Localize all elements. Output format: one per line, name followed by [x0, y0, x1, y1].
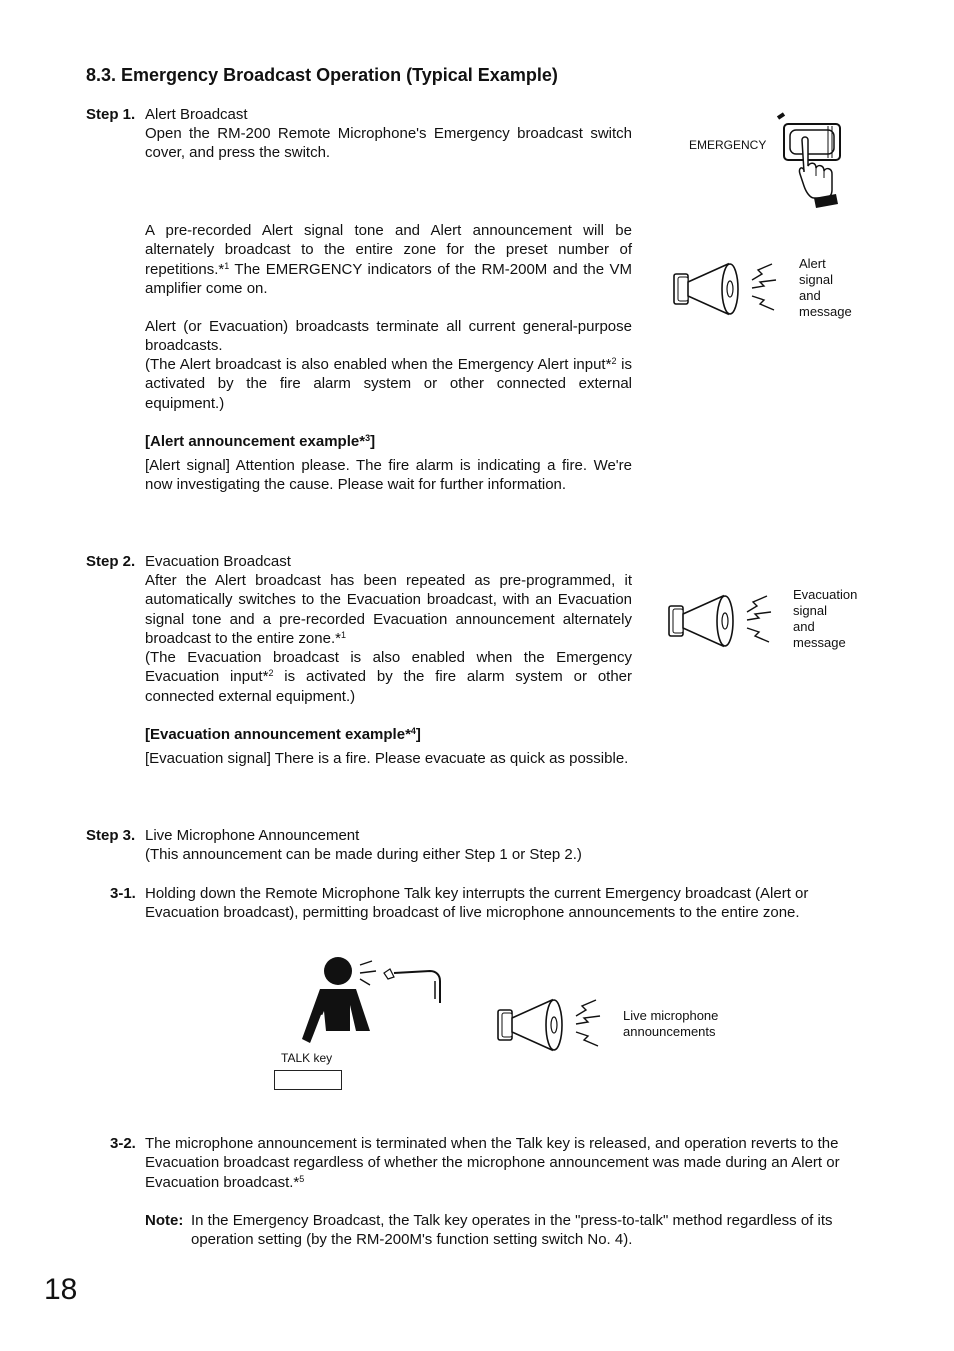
alert-speaker-icon	[672, 258, 792, 322]
step1-paragraph-1: Open the RM-200 Remote Microphone's Emergency broadcast switch cover, and press the switch.	[145, 125, 632, 162]
alert-example-heading: [Alert announcement example*$^3$]	[145, 433, 376, 450]
section-heading: 8.3. Emergency Broadcast Operation (Typical Example)	[86, 65, 558, 85]
evac-caption-line: and	[793, 619, 815, 634]
substep-3-2-text: The microphone announcement is terminated when the Talk key is released, and operation reverts to the Evacuation broadcast regardless of whether the microphone announcement was made during an Alert or Evacuation broadcast.*$^5$	[145, 1135, 840, 1191]
note-label: Note:	[145, 1212, 184, 1229]
alert-example-text: [Alert signal] Attention please. The fire alarm is indicating a fire. We're now investigating the cause. Please wait for further information.	[145, 457, 632, 494]
page-number: 18	[44, 1273, 78, 1306]
alert-caption-line: and	[799, 288, 821, 303]
emergency-label: EMERGENCY	[689, 138, 767, 152]
step1-label: Step 1.	[86, 106, 136, 123]
evac-caption	[793, 587, 857, 651]
alert-caption-line: message	[799, 304, 852, 319]
evac-caption-line: signal	[793, 603, 827, 618]
substep-3-2-label: 3-2.	[110, 1135, 136, 1152]
step1-paragraph-2: A pre-recorded Alert signal tone and Alert announcement will be alternately broadcast to the entire zone for the preset number of repetitions.*$^1$ The EMERGENCY indicators of the RM-200M and the VM amplifier come on.	[145, 222, 632, 298]
step3-title: Live Microphone Announcement	[145, 827, 360, 844]
emergency-switch-hand-icon	[770, 110, 850, 210]
evac-caption-line: Evacuation	[793, 587, 858, 602]
note-text: In the Emergency Broadcast, the Talk key operates in the "press-to-talk" method regardless of its operation setting (by the RM-200M's function setting switch No. 4).	[191, 1212, 833, 1249]
live-caption	[623, 1008, 718, 1040]
alert-caption-line: signal	[799, 272, 833, 287]
evac-example-text: [Evacuation signal] There is a fire. Please evacuate as quick as possible.	[145, 750, 629, 767]
evacuation-speaker-icon	[667, 590, 787, 654]
talk-key-label: TALK key	[281, 1051, 333, 1065]
alert-caption	[799, 256, 852, 320]
live-caption-line: Live microphone	[623, 1008, 719, 1023]
step2-label: Step 2.	[86, 553, 136, 570]
substep-3-1-label: 3-1.	[110, 885, 136, 902]
step2-title: Evacuation Broadcast	[145, 553, 291, 570]
step2-paragraph-1: After the Alert broadcast has been repeated as pre-programmed, it automatically switches to the Evacuation broadcast, with an Evacuation signal tone and a pre-recorded Evacuation announcement alternately broadcast to the entire zone.*$^1$	[145, 572, 632, 648]
evac-example-heading: [Evacuation announcement example*$^4$]	[145, 726, 421, 743]
live-microphone-speaker-icon	[496, 994, 616, 1058]
talk-key-button	[274, 1070, 342, 1090]
person-with-microphone-icon	[300, 955, 450, 1050]
step2-paragraph-2: (The Evacuation broadcast is also enabled when the Emergency Evacuation input*$^2$ is activated by the fire alarm system or other connected external equipment.)	[145, 649, 633, 705]
step3-label: Step 3.	[86, 827, 136, 844]
evac-caption-line: message	[793, 635, 846, 650]
step1-title: Alert Broadcast	[145, 106, 248, 123]
step1-paragraph-4: (The Alert broadcast is also enabled when the Emergency Alert input*$^2$ is activated by the fire alarm system or other connected external equipment.)	[145, 356, 632, 412]
step3-subtitle: (This announcement can be made during either Step 1 or Step 2.)	[145, 846, 582, 863]
live-caption-line: announcements	[623, 1024, 716, 1039]
substep-3-1-text: Holding down the Remote Microphone Talk key interrupts the current Emergency broadcast (Alert or Evacuation broadcast), permitting broadcast of live microphone announcements to the entire zone.	[145, 885, 809, 922]
step1-paragraph-3: Alert (or Evacuation) broadcasts terminate all current general-purpose broadcasts.	[145, 318, 632, 355]
alert-caption-line: Alert	[799, 256, 826, 271]
